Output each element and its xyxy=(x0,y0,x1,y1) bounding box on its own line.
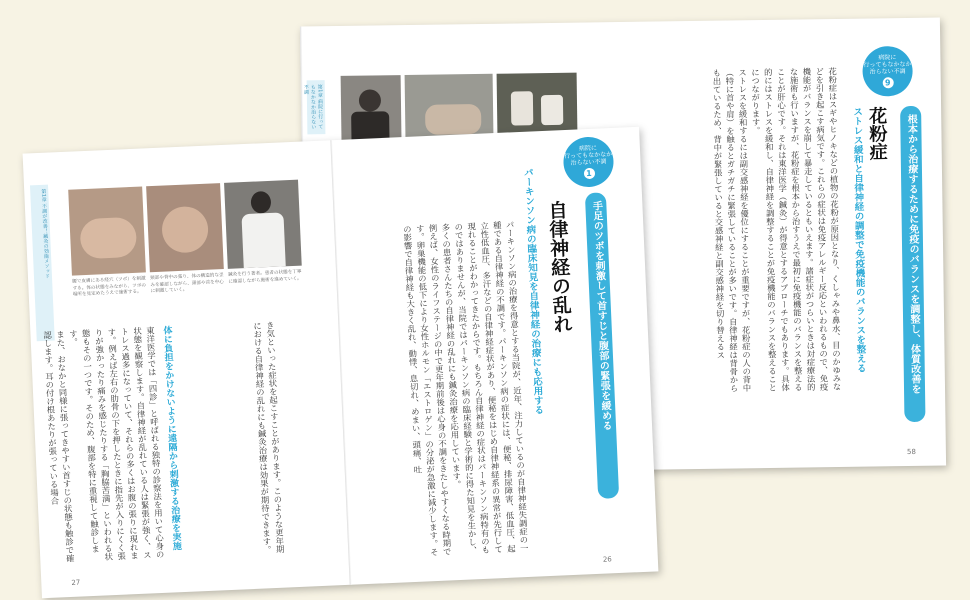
page-number: 58 xyxy=(906,447,916,457)
badge-number: 1 xyxy=(583,168,594,179)
body-left-b: 東洋医学では「四診」と呼ばれる独特の診察法を用いて心身の状態を観察します。自律神経が乱れている人は緊張が強く、ストレス過多になっていて、それらの多くはお腹の張りに現れます。例えば左右の肋骨の下を押したときに指先が入りにくく張りが強かったり痛みを感じたりする「胸脇苦満」といわれる状態もその一つです。そのため、腹部を特に重視して触診します。 また、おなかと同様に張ってきやすい首すじの状態も触診で確認します。耳の付け根あたりが張っている場合 xyxy=(42,326,166,563)
body-text: 花粉症はスギやヒノキなどの植物の花粉が原因となり、くしゃみや鼻水、目のかゆみなどを引き起こす病気です。これらの症状は免疫アレルギー反応といわれるもので、免疫機能がバランスを崩して暴走しているともいえます。諸症状がつらいときは対症療法的な施術も行いますが、花粉症を根本から治すうえで最初に免疫機能のバランスを整えることが肝心です。それは東洋医学（鍼灸）が得意とするアプローチでもあります。具体的にはストレスを緩和し、自律神経を調整することが免疫機能のバランスを整えることにつながります。 ストレスを緩和するには副交感神経を優位にすることが重要ですが、花粉症の人の背中（特に首や肩）を触るとガチガチに緊張していることが多いです。自律神経は背骨からも出ているため、背中が緊張していると交感神経と副交感神経を切り替えるス xyxy=(711,66,843,393)
right-page-number: 26 xyxy=(602,555,612,564)
badge-line2: 行ってもなかなか xyxy=(564,150,613,160)
badge-number: 9 xyxy=(882,77,893,88)
headline-pill: 手足のツボを刺激して首すじと腹部の緊張を緩める xyxy=(585,192,619,499)
badge-line3: 治らない不調 xyxy=(570,158,607,167)
chapter-tab: 第1章 不調が改善！鍼灸の効能メソッド xyxy=(30,185,55,342)
body-left-a: き気といった症状を起こすことがあります。このような更年期における自律神経の乱れにも鍼灸治療は効果が期待できます。 xyxy=(252,320,286,554)
caption-1: 腰で皮膚にある経穴（ツボ）を刺激する。体の状態をみながら、ツボの場所を見定めたうえで施術する。 xyxy=(72,276,147,298)
subhead-left: 体に負担をかけないように遠隔から刺激する治療を実施 xyxy=(161,325,182,551)
subtitle: パーキンソン病の臨床知見を自律神経の治療にも応用する xyxy=(521,167,544,415)
caption-3: 鍼灸を行う著者。患者の状態を丁寧に確認しながら施術を進めていく。 xyxy=(227,269,302,285)
photo-2 xyxy=(146,183,224,272)
chapter-tab: 第1章 病院に行ってもなかなか治らない不調 xyxy=(307,80,326,134)
page-title: 自律神経の乱れ xyxy=(545,199,573,334)
front-spread xyxy=(23,127,659,598)
section-badge xyxy=(562,136,614,188)
section-badge xyxy=(862,46,913,97)
badge-line3: 治らない不調 xyxy=(869,68,906,76)
body-right: パーキンソン病の治療を得意とする当院が、近年、注力しているのが自律神経失調症の一種である自律神経の不調です。パーキンソン病の症状には、便秘、排尿障害、低血圧、起立性低血圧、多汗などの自律神経症状があり、便秘をはじめ自律神経系の異常が先行して現れることがわかってきたからです。もちろん自律神経の症状はパーキンソン病特有のものではありませんが、当院ではパーキンソン病の臨床経験と学術的に得た知見を生かし、多くの患者さんたちの自律神経の乱れにも鍼灸治療を応用しています。 例えば、女性のライフステージの中で更年期前後は心身の不調をきたしやすくなる時期です。卵巣機能の低下により女性ホルモン「エストロゲン」の分泌が急激に減少します。その影響で自律神経も大きく乱れ、動悸、息切れ、めまい、頭痛、吐 xyxy=(402,220,530,557)
badge-line1: 病院に xyxy=(578,144,598,153)
badge-line2: 行ってもなかなか xyxy=(863,60,912,69)
photo-3 xyxy=(224,180,302,269)
gutter xyxy=(330,140,351,585)
caption-2: 頸部や背中の張り、体の構造的な歪みを確認しながら、頭部や首を中心に刺激していく。 xyxy=(150,273,225,295)
subtitle: ストレス緩和と自律神経の調整で免疫機能のバランスを整える xyxy=(851,106,866,373)
photo-1 xyxy=(68,186,146,275)
badge-line1: 病院に xyxy=(878,53,897,62)
left-page-number: 27 xyxy=(71,578,81,587)
headline-pill: 根本から治療するために免疫のバランスを調整し、体質改善を xyxy=(900,106,925,422)
page-title: 花粉症 xyxy=(866,106,888,161)
